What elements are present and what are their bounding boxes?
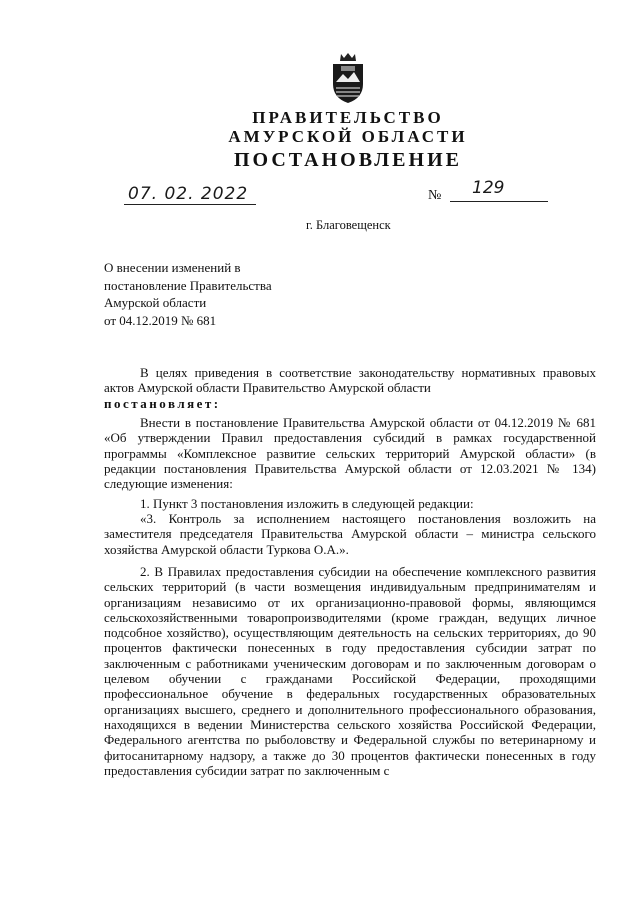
item-1-quote: «3. Контроль за исполнением настоящего постановления возложить на заместителя председателя Правительства Амурской области – министра сельского хозяйства Амурской области Туркова О.А.». xyxy=(104,511,596,557)
city-name: г. Благовещенск xyxy=(306,218,391,232)
document-date: 07. 02. 2022 xyxy=(128,184,249,204)
document-type: ПОСТАНОВЛЕНИЕ xyxy=(234,149,462,171)
document-subject xyxy=(104,259,272,329)
item-1: 1. Пункт 3 постановления изложить в следующей редакции: xyxy=(140,496,474,511)
subject-line: Амурской области xyxy=(104,295,207,310)
number-underline xyxy=(450,201,548,202)
resolves-word: постановляет: xyxy=(104,395,221,411)
paragraph-changes: Внести в постановление Правительства Амурской области от 04.12.2019 № 681 «Об утверждении Правил предоставления субсидий в рамках государственной программы «Комплексное развитие сельских территорий Амурской области» (в редакции постановления Правительства Амурской области от 12.03.2021 № 134) следующие изменения: xyxy=(104,415,596,492)
intro-text: В целях приведения в соответствие законодательству нормативных правовых актов Амурской области Правительство Амурской области xyxy=(104,365,596,396)
coat-of-arms-emblem xyxy=(327,52,369,104)
date-underline xyxy=(124,204,256,205)
subject-line: от 04.12.2019 № 681 xyxy=(104,312,217,328)
document-number: 129 xyxy=(472,178,505,198)
item-2: 2. В Правилах предоставления субсидии на обеспечение комплексного развития сельских территорий (в части возмещения индивидуальным предпринимателям и организациям независимо от их организационно-правовой формы, являющимся сельскохозяйственными товаропроизводителями (кроме граждан, ведущих личное подсобное хозяйство), осуществляющим деятельность на сельских территориях, до 90 процентов фактически понесенных в году предоставления субсидии затрат по заключенным с работниками ученическим договорам и по заключенным договорам о целевом обучении с гражданами Российской Федерации, проходящими профессиональное обучение в федеральных государственных образовательных организациях высшего, среднего и дополнительного профессионального образования, находящихся в ведении Министерства сельского хозяйства Российской Федерации, Федерального агентства по рыболовству и Федеральной службы по ветеринарному и фитосанитарному надзору, а также до 30 процентов фактически понесенных в году предоставления субсидии затрат по заключенным с xyxy=(104,564,596,778)
number-sign: № xyxy=(428,188,442,203)
intro-paragraph xyxy=(104,365,596,411)
subject-line: постановление Правительства xyxy=(104,277,272,293)
subject-line: О внесении изменений в xyxy=(104,260,241,275)
government-title: ПРАВИТЕЛЬСТВО xyxy=(252,108,444,127)
region-title: АМУРСКОЙ ОБЛАСТИ xyxy=(228,127,468,146)
